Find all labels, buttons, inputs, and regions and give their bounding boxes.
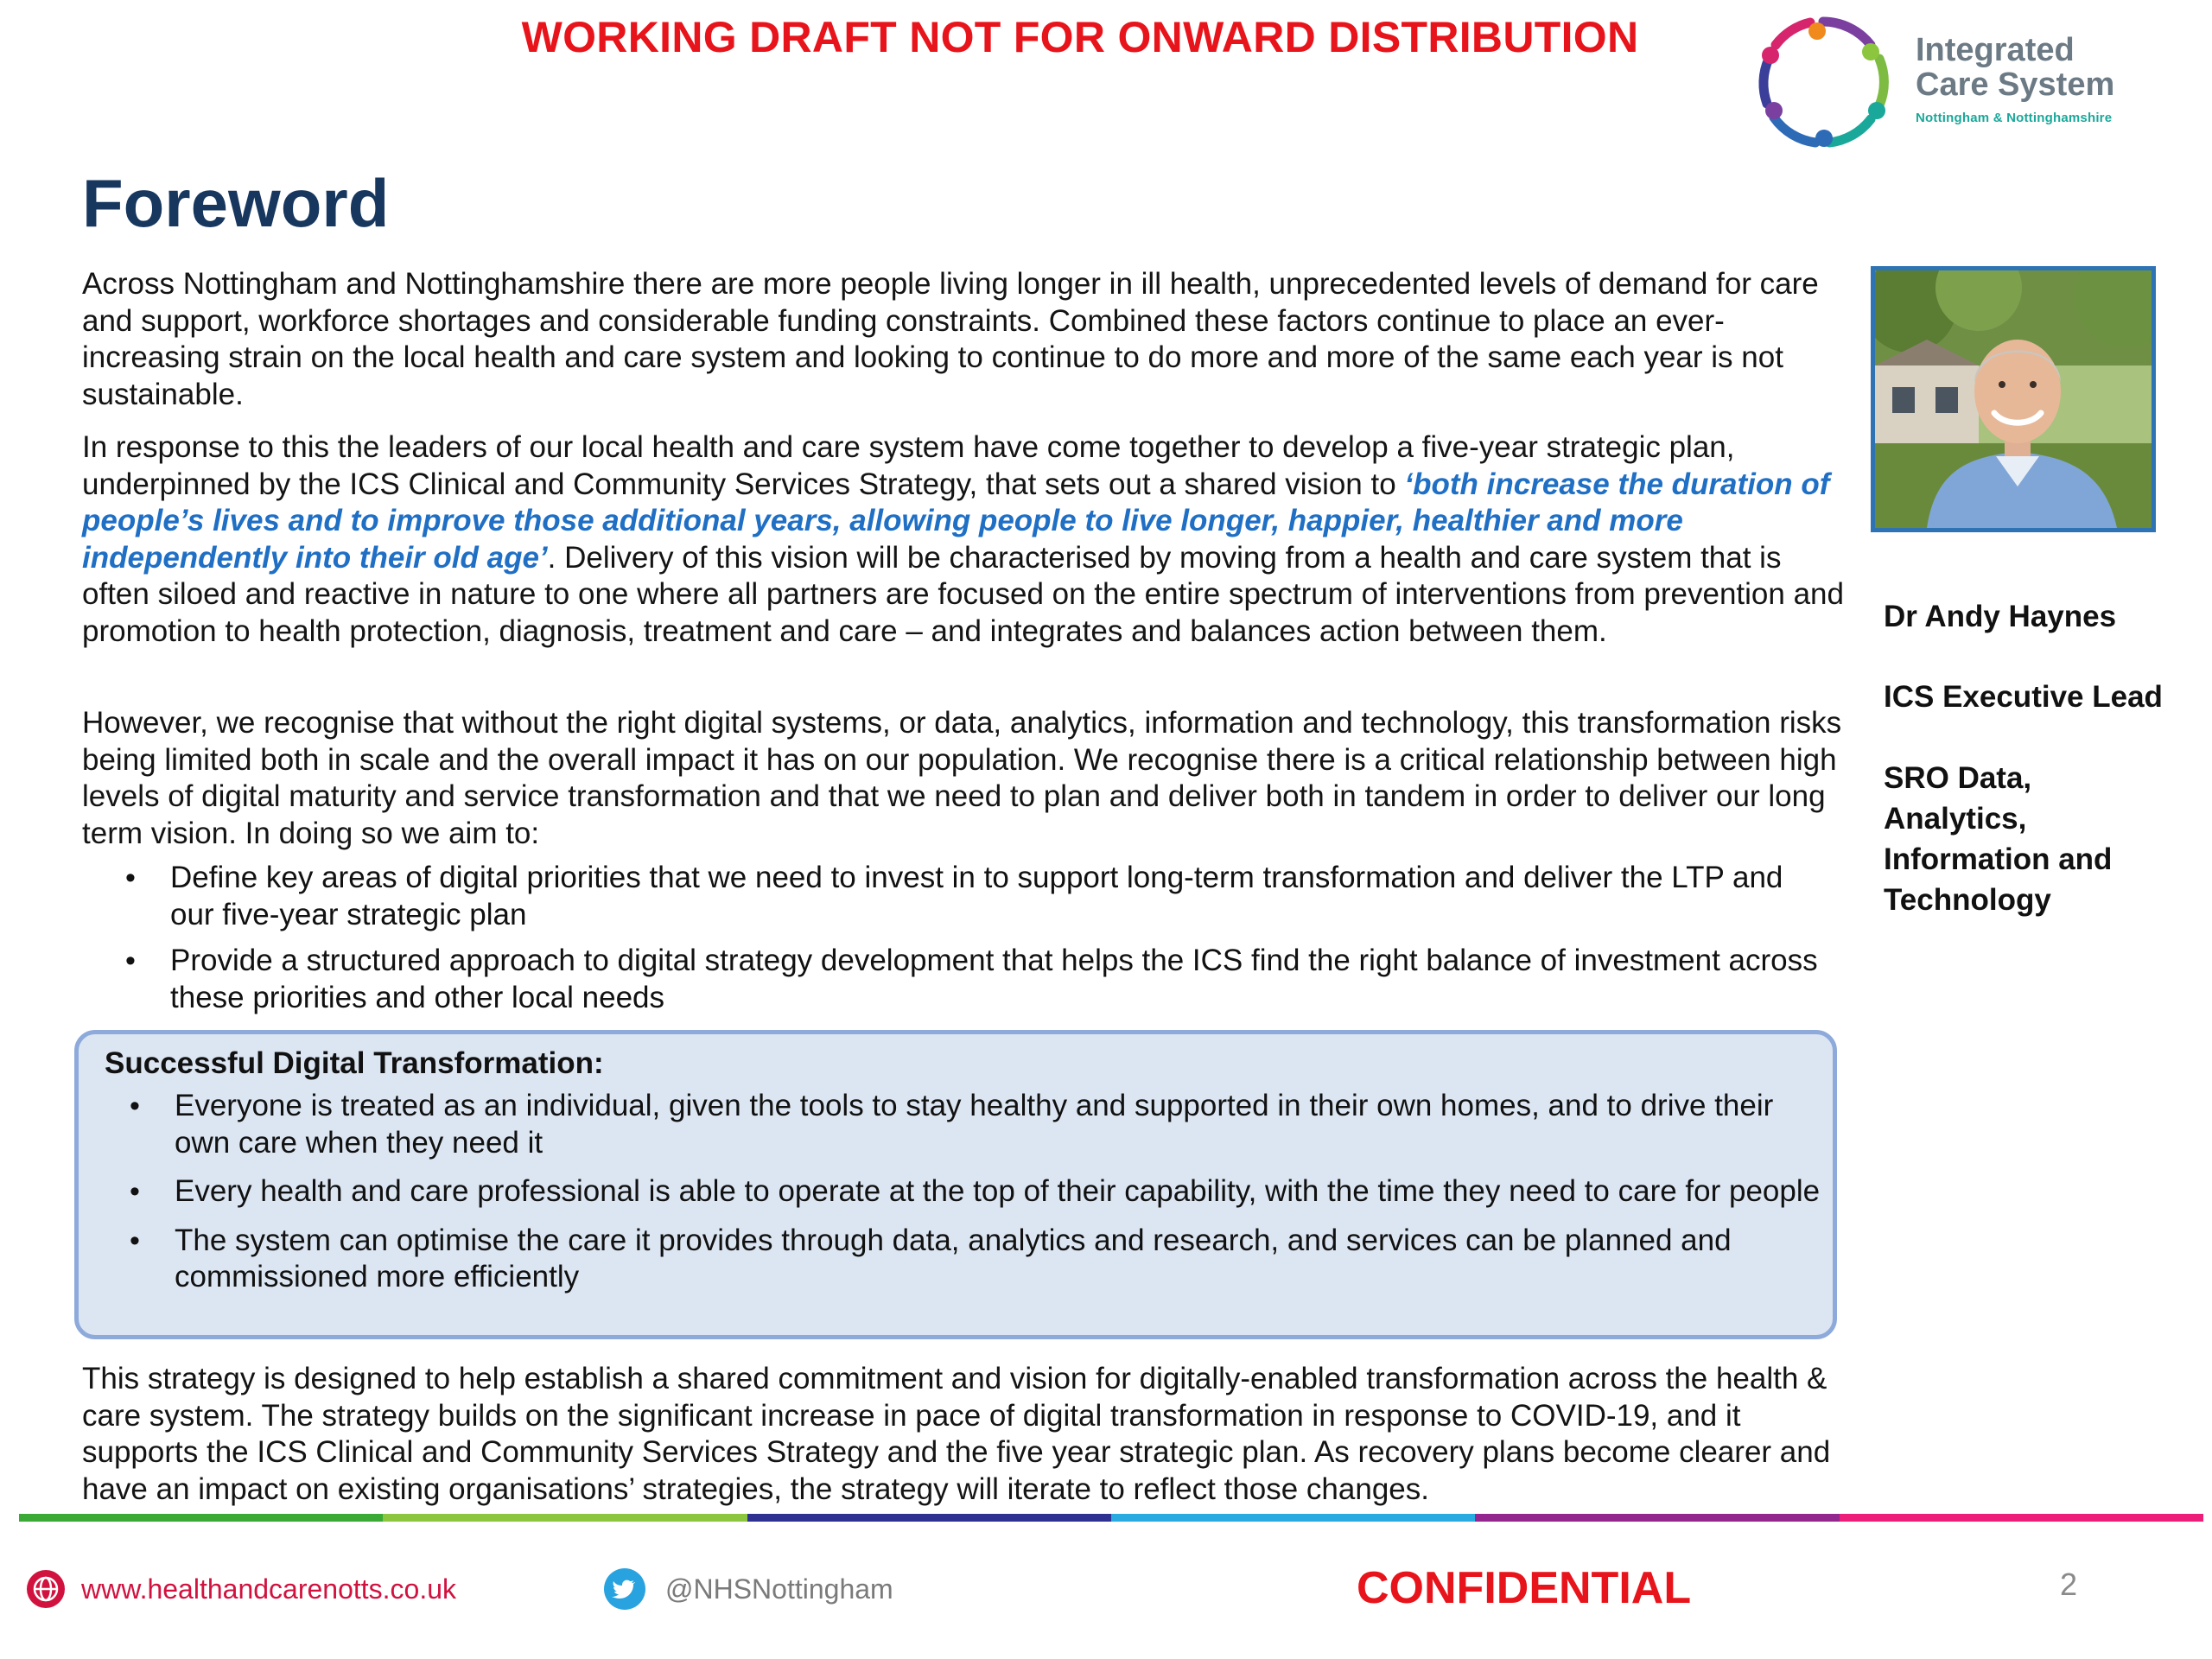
website-link[interactable]: www.healthandcarenotts.co.uk <box>81 1573 457 1605</box>
portrait-photo <box>1871 266 2156 532</box>
footer-twitter[interactable] <box>603 1567 893 1611</box>
logo-title-line2: Care System <box>1916 67 2115 103</box>
author-name: Dr Andy Haynes <box>1884 600 2117 633</box>
page-number: 2 <box>2060 1567 2078 1602</box>
author-responsibility: SRO Data, Analytics, Information and Technology <box>1884 761 2113 917</box>
divider-segment-lime <box>383 1514 747 1522</box>
callout-title: Successful Digital Transformation: <box>105 1046 604 1080</box>
vision-quote: ‘both increase the duration of people’s lives and to improve those additional years, allowing people to live longer, happier, healthier and more independently into their old age’ <box>82 467 1830 575</box>
paragraph-strategy: This strategy is designed to help establish a shared commitment and vision for digitally-enabled transformation across the health & care system. The strategy builds on the significant increase in pace of digital transformation in response to COVID-19, and it supports the ICS Clinical and Community Services Strategy and the five year strategic plan. As recovery plans become clearer and have an impact on existing organisations’ strategies, the strategy will iterate to reflect those changes. <box>82 1362 1831 1506</box>
callout-list <box>86 1088 1823 1308</box>
draft-banner-text: WORKING DRAFT NOT FOR ONWARD DISTRIBUTION <box>521 13 1639 61</box>
twitter-handle[interactable]: @NHSNottingham <box>665 1573 893 1605</box>
paragraph-vision <box>82 429 1849 650</box>
list-item: • Define key areas of digital priorities that we need to invest in to support long-term transformation and deliver the LTP and our five-year strategic plan <box>82 860 1819 933</box>
divider-segment-pink <box>1840 1514 2203 1522</box>
list-item: • Provide a structured approach to digital strategy development that helps the ICS find the right balance of investment across these priorities and other local needs <box>82 943 1819 1016</box>
list-item: • Every health and care professional is able to operate at the top of their capability, with the time they need to care for people <box>86 1173 1823 1211</box>
portrait-illustration <box>1875 270 2152 528</box>
twitter-icon <box>603 1567 646 1611</box>
paragraph-vision-rest: . Delivery of this vision will be characterised by moving from a health and care system that is often siloed and reactive in nature to one where all partners are focused on the entire spectrum of interventions from prevention and promotion to health protection, diagnosis, treatment and care – and integrates and balances action between them. <box>82 540 1844 648</box>
globe-icon <box>26 1569 66 1609</box>
ics-logo-ring-icon <box>1750 9 1897 156</box>
list-item: • The system can optimise the care it provides through data, analytics and research, and services can be planned and commissioned more efficiently <box>86 1223 1823 1296</box>
logo-title-line1: Integrated <box>1916 32 2075 68</box>
aims-list <box>82 860 1819 1026</box>
page-title: Foreword <box>82 165 390 241</box>
divider-segment-purple <box>1475 1514 1839 1522</box>
logo-subtitle: Nottingham & Nottinghamshire <box>1916 111 2113 125</box>
author-role: ICS Executive Lead <box>1884 680 2163 714</box>
paragraph-digital: However, we recognise that without the right digital systems, or data, analytics, information and technology, this transformation risks being limited both in scale and the overall impact it has on our population. We recognise there is a critical relationship between high levels of digital maturity and service transformation and that we need to plan and deliver both in tandem in order to deliver our long term vision. In doing so we aim to: <box>82 706 1842 850</box>
divider-segment-navy <box>747 1514 1111 1522</box>
ics-logo <box>1750 9 2182 156</box>
divider-segment-green <box>19 1514 383 1522</box>
divider-segment-sky <box>1111 1514 1475 1522</box>
paragraph-vision-lead: In response to this the leaders of our local health and care system have come together to develop a five-year strategic plan, underpinned by the ICS Clinical and Community Services Strategy, that sets out a shared vision to <box>82 430 1735 501</box>
paragraph-intro: Across Nottingham and Nottinghamshire there are more people living longer in ill health, unprecedented levels of demand for care and support, workforce shortages and considerable funding constraints. Combined these factors continue to place an ever-increasing strain on the local health and care system and looking to continue to do more and more of the same each year is not sustainable. <box>82 267 1819 411</box>
list-item: • Everyone is treated as an individual, given the tools to stay healthy and supported in their own homes, and to drive their own care when they need it <box>86 1088 1823 1161</box>
successful-transformation-callout <box>74 1030 1837 1339</box>
confidential-label: CONFIDENTIAL <box>1357 1563 1692 1613</box>
footer-website[interactable] <box>26 1567 456 1611</box>
footer-color-divider <box>19 1514 2203 1522</box>
